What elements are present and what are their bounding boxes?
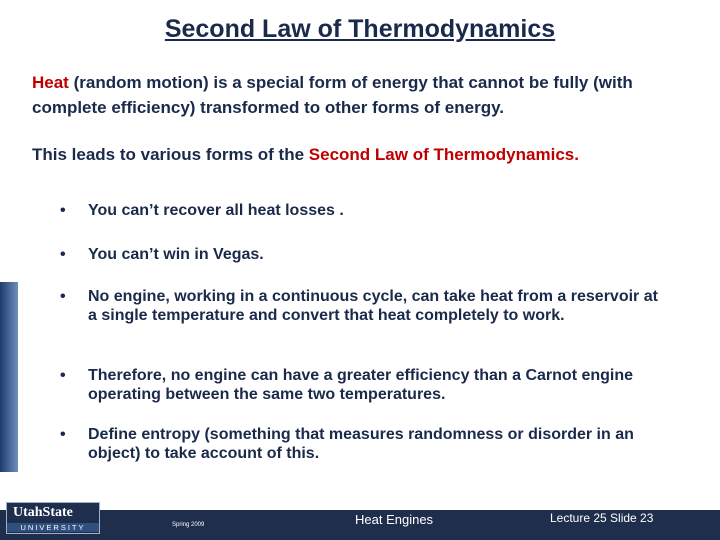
intro-heat-word: Heat <box>32 73 69 92</box>
intro-paragraph <box>32 70 692 120</box>
bullet-marker: • <box>60 367 66 384</box>
bullet-text: Therefore, no engine can have a greater efficiency than a Carnot engine operating between the same two temperatures. <box>88 367 634 403</box>
leads-paragraph <box>32 145 702 165</box>
intro-text: (random motion) is a special form of energy that cannot be fully (with complete efficiency) transformed to other forms of energy. <box>32 73 633 117</box>
leads-highlight: Second Law of Thermodynamics. <box>308 145 579 164</box>
bullet-marker: • <box>60 426 66 443</box>
bullet-text: Define entropy (something that measures randomness or disorder in an object) to take account of this. <box>88 426 634 462</box>
lecture-topic: Heat Engines <box>355 512 434 527</box>
leads-text: This leads to various forms of the <box>32 145 309 164</box>
logo-subtitle: UNIVERSITY <box>7 523 99 532</box>
left-accent-bar <box>0 282 18 472</box>
bullet-marker: • <box>60 288 66 305</box>
bullet-marker: • <box>60 246 66 263</box>
bullet-text: No engine, working in a continuous cycle, can take heat from a reservoir at a single temperature and convert that heat completely to work. <box>88 288 658 324</box>
bullet-text: You can’t recover all heat losses . <box>88 202 344 219</box>
course-name: Physics of Technology—PHYS 1800 <box>140 484 237 490</box>
university-logo <box>6 502 100 534</box>
bullet-text: You can’t win in Vegas. <box>88 246 264 263</box>
slide-title: Second Law of Thermodynamics <box>164 15 556 43</box>
logo-wordmark: UtahState <box>13 505 73 520</box>
course-term: Spring 2009 <box>172 522 205 528</box>
bullet-marker: • <box>60 202 66 219</box>
lecture-slide-number: Lecture 25 Slide 23 <box>550 511 654 525</box>
